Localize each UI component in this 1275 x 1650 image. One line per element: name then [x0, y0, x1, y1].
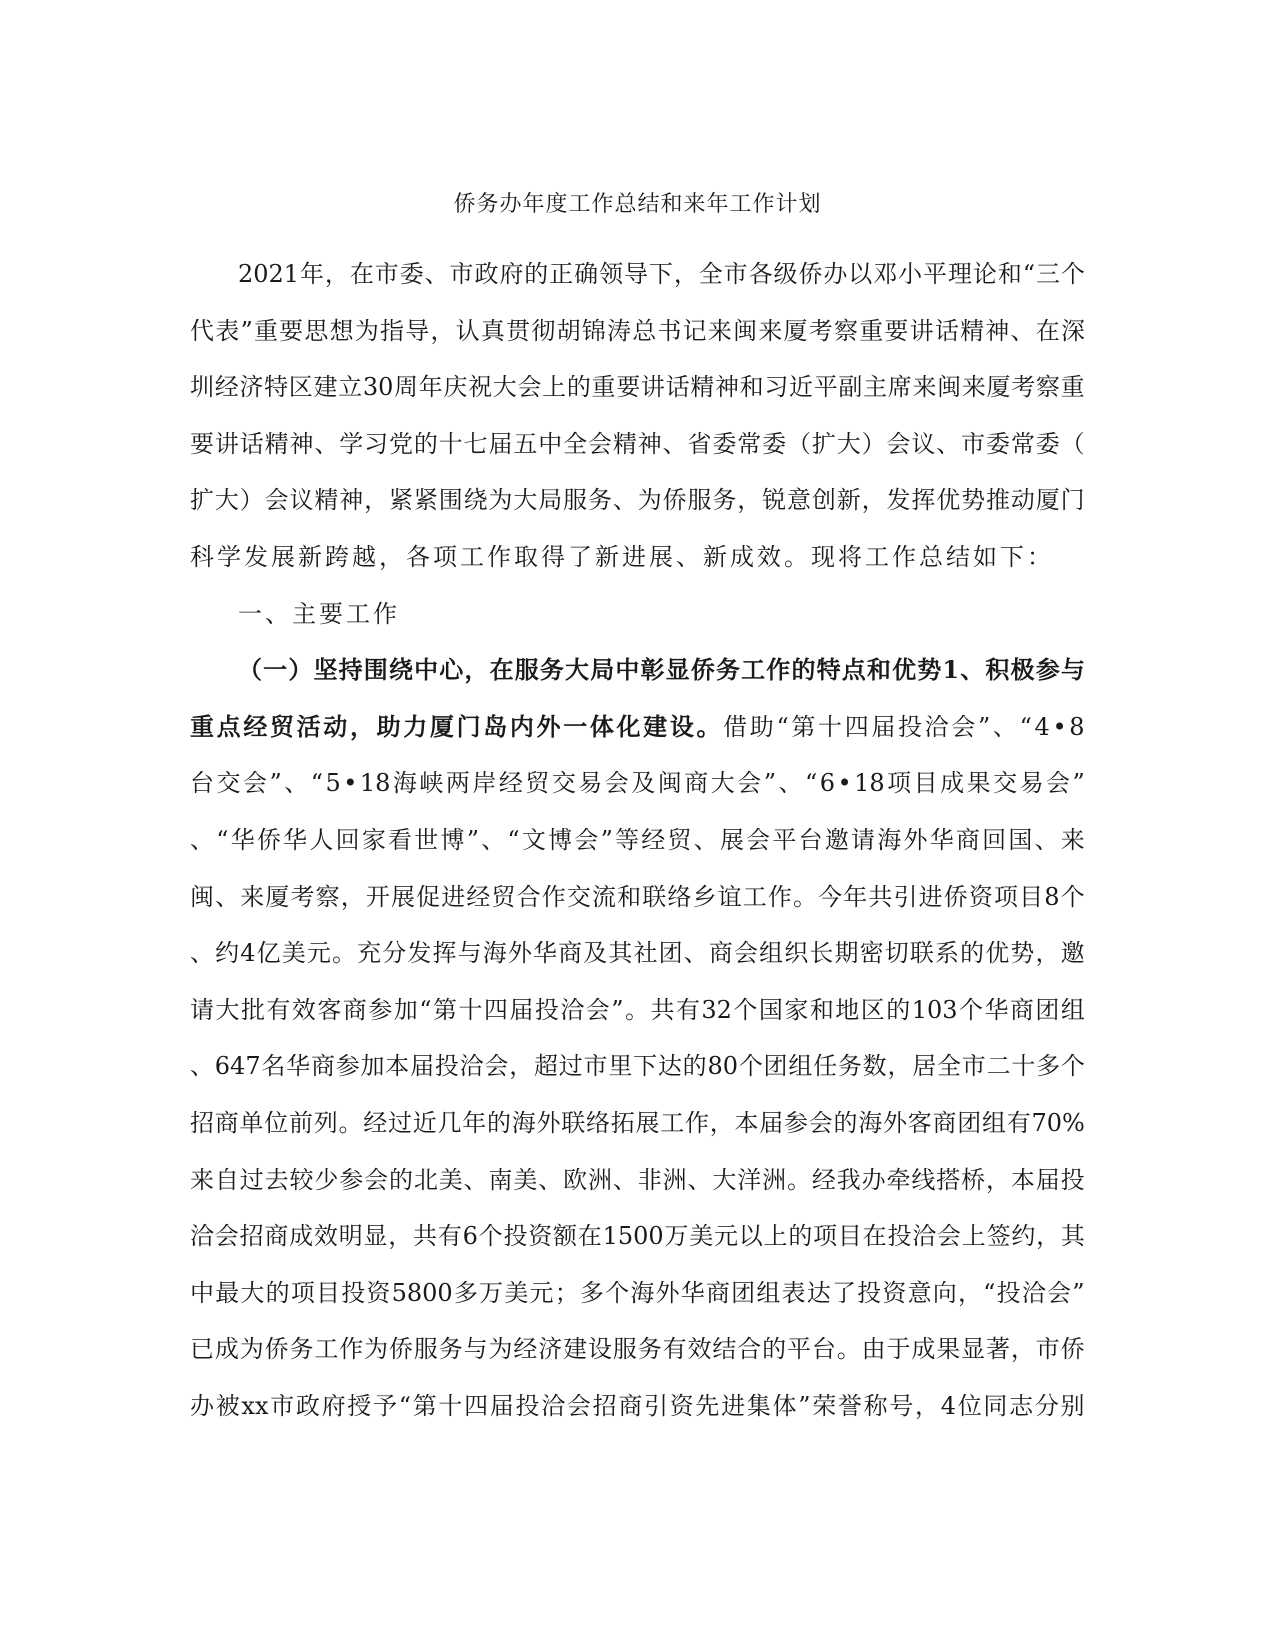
paragraph-line: 一 、 主 要 工 作: [238, 599, 400, 628]
paragraph-line: 扩 大 ） 会 议 精 神 ， 紧 紧 围 绕 为 大 局 服 务 、 为 侨 服 务 ， 锐 意 创 新 ， 发 挥 优 势 推 动 厦 门: [190, 486, 1085, 515]
paragraph-line: 已 成 为 侨 务 工 作 为 侨 服 务 与 为 经 济 建 设 服 务 有 效 结 合 的 平 台 。 由 于 成 果 显 著 ， 市 侨: [190, 1335, 1085, 1364]
paragraph-line: 洽 会 招 商 成 效 明 显 ， 共 有 6 个 投 资 额 在 1500 万 美 元 以 上 的 项 目 在 投 洽 会 上 签 约 ， 其: [190, 1222, 1085, 1251]
paragraph-line: 、 647 名 华 商 参 加 本 届 投 洽 会 ， 超 过 市 里 下 达 的 80 个 团 组 任 务 数 ， 居 全 市 二 十 多 个: [190, 1052, 1085, 1081]
paragraph-line: 台 交 会 ” 、 “ 5 • 18 海 峡 两 岸 经 贸 交 易 会 及 闽 商 大 会 ” 、 “ 6 • 18 项 目 成 果 交 易 会 ”: [190, 769, 1085, 798]
paragraph-line: 要 讲 话 精 神 、 学 习 党 的 十 七 届 五 中 全 会 精 神 、 省 委 常 委 （ 扩 大 ） 会 议 、 市 委 常 委 （: [190, 429, 1085, 458]
paragraph-line: 科 学 发 展 新 跨 越 ， 各 项 工 作 取 得 了 新 进 展 、 新 成 效 。 现 将 工 作 总 结 如 下 ：: [190, 543, 1054, 571]
paragraph-line: 2021 年 ， 在 市 委 、 市 政 府 的 正 确 领 导 下 ， 全 市 各 级 侨 办 以 邓 小 平 理 论 和 “ 三 个: [238, 260, 1085, 288]
paragraph-line: 请 大 批 有 效 客 商 参 加 “ 第 十 四 届 投 洽 会 ” 。 共 有 32 个 国 家 和 地 区 的 103 个 华 商 团 组: [190, 995, 1085, 1024]
paragraph-line: 代 表 ” 重 要 思 想 为 指 导 ， 认 真 贯 彻 胡 锦 涛 总 书 记 来 闽 来 厦 考 察 重 要 讲 话 精 神 、 在 深: [190, 316, 1085, 345]
paragraph-line: 招 商 单 位 前 列 。 经 过 近 几 年 的 海 外 联 络 拓 展 工 作 ， 本 届 参 会 的 海 外 客 商 团 组 有 70%: [190, 1109, 1085, 1137]
document-title: 侨务办年度工作总结和来年工作计划: [453, 192, 822, 217]
paragraph-line: 圳 经 济 特 区 建 立 30 周 年 庆 祝 大 会 上 的 重 要 讲 话 精 神 和 习 近 平 副 主 席 来 闽 来 厦 考 察 重: [190, 373, 1085, 402]
paragraph-line: 重 点 经 贸 活 动 ， 助 力 厦 门 岛 内 外 一 体 化 建 设 。 借 助 “ 第 十 四 届 投 洽 会 ” 、 “ 4 • 8: [190, 711, 1085, 741]
paragraph-line: 、 约 4 亿 美 元 。 充 分 发 挥 与 海 外 华 商 及 其 社 团 、 商 会 组 织 长 期 密 切 联 系 的 优 势 ， 邀: [190, 939, 1085, 968]
paragraph-line: 中 最 大 的 项 目 投 资 5800 多 万 美 元 ； 多 个 海 外 华 商 团 组 表 达 了 投 资 意 向 ， “ 投 洽 会 ”: [190, 1278, 1085, 1307]
paragraph-line: 、 “ 华 侨 华 人 回 家 看 世 博 ” 、 “ 文 博 会 ” 等 经 贸 、 展 会 平 台 邀 请 海 外 华 商 回 国 、 来: [190, 826, 1085, 854]
paragraph-line: 闽 、 来 厦 考 察 ， 开 展 促 进 经 贸 合 作 交 流 和 联 络 乡 谊 工 作 。 今 年 共 引 进 侨 资 项 目 8 个: [190, 882, 1085, 911]
paragraph-line: 来 自 过 去 较 少 参 会 的 北 美 、 南 美 、 欧 洲 、 非 洲 、 大 洋 洲 。 经 我 办 牵 线 搭 桥 ， 本 届 投: [190, 1165, 1085, 1194]
paragraph-line: 办 被 xx 市 政 府 授 予 “ 第 十 四 届 投 洽 会 招 商 引 资 先 进 集 体 ” 荣 誉 称 号 ， 4 位 同 志 分 别: [190, 1392, 1085, 1420]
paragraph-line: （ 一 ） 坚 持 围 绕 中 心 ， 在 服 务 大 局 中 彰 显 侨 务 工 作 的 特 点 和 优 势 1 、 积 极 参 与: [238, 655, 1085, 685]
